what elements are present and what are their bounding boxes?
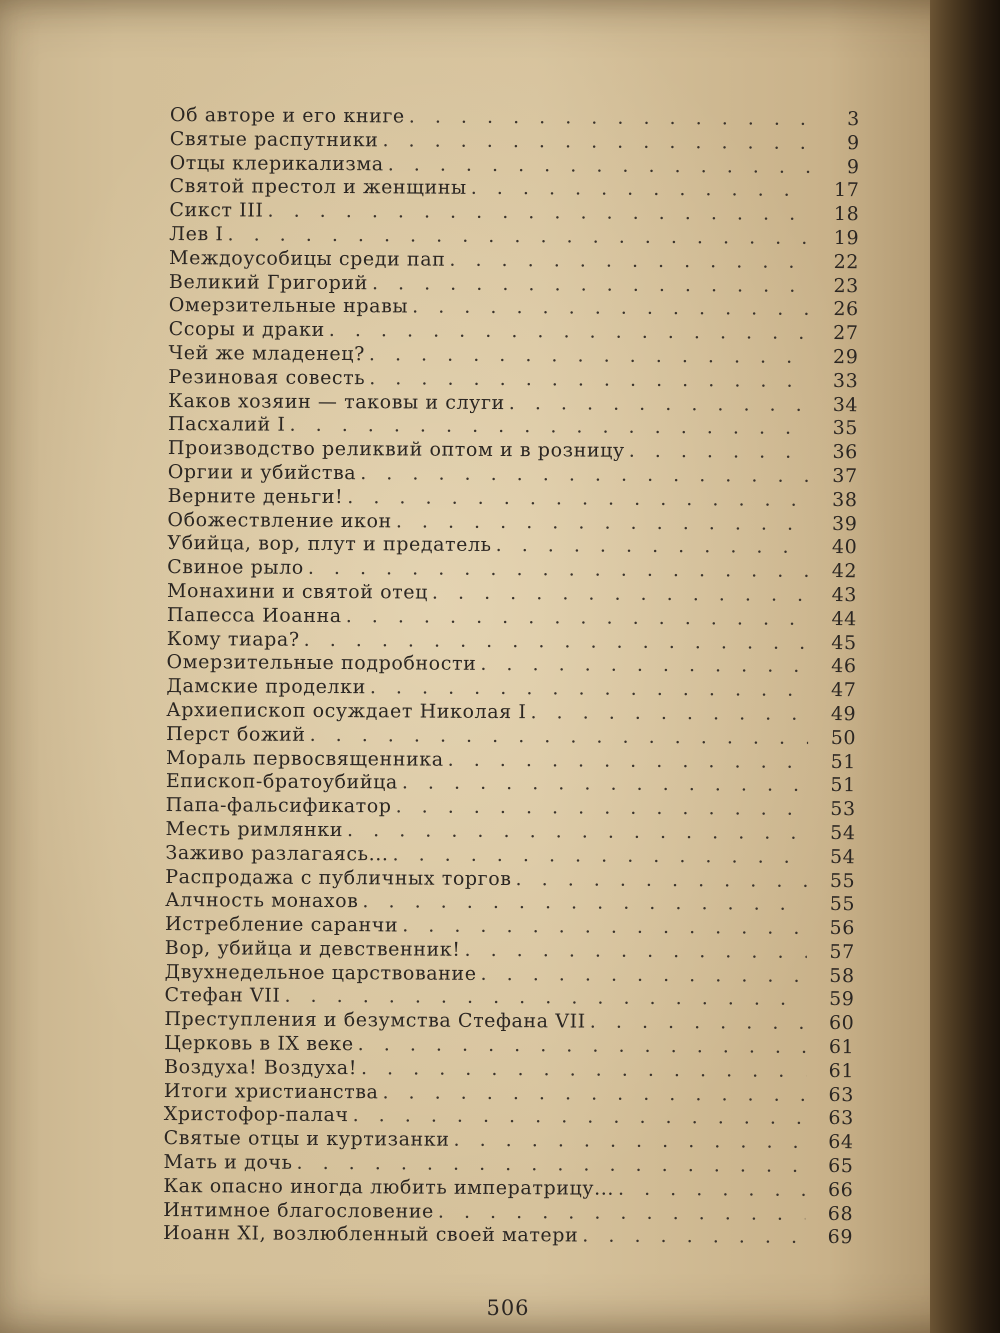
dot-leader [310, 724, 809, 751]
toc-entry-title: Святой престол и женщины [169, 175, 467, 200]
dot-leader [227, 223, 811, 250]
dot-leader [308, 557, 809, 584]
dot-leader [629, 440, 810, 465]
dot-leader [464, 939, 806, 965]
toc-entry-title: Отцы клерикализма [169, 151, 384, 175]
toc-entry-title: Папа-фальсификатор [165, 794, 392, 818]
dot-leader [304, 628, 809, 655]
toc-entry-title: Кому тиара? [166, 627, 300, 651]
toc-entry-page: 58 [829, 964, 855, 987]
toc-entry-title: Как опасно иногда любить императрицу... [163, 1174, 615, 1200]
dot-leader [296, 1152, 805, 1179]
dot-leader [347, 486, 809, 513]
dot-leader [372, 272, 811, 298]
toc-entry-page: 45 [831, 631, 857, 654]
toc-entry-page: 63 [828, 1083, 855, 1106]
toc-entry [163, 1222, 853, 1250]
toc-entry-page: 46 [831, 655, 857, 678]
toc-entry-page: 69 [827, 1226, 854, 1249]
toc-entry-title: Святые распутники [169, 127, 379, 152]
toc-entry-page: 17 [834, 179, 860, 202]
dot-leader [402, 772, 808, 798]
toc-entry-title: Папесса Иоанна [166, 603, 342, 627]
dot-leader [369, 367, 810, 393]
toc-entry-title: Архиепископ осуждает Николая I [166, 698, 527, 724]
toc-entry-title: Преступления и безумства Стефана VII [164, 1008, 586, 1033]
toc-entry-page: 53 [830, 798, 856, 821]
toc-entry-page: 47 [830, 679, 857, 702]
dot-leader [409, 105, 812, 131]
dot-leader [453, 1129, 805, 1155]
toc-entry-page: 66 [827, 1178, 854, 1202]
toc-entry-title: Месть римлянки [165, 817, 344, 841]
toc-entry-page: 55 [829, 869, 856, 892]
dot-leader [353, 1105, 806, 1132]
toc-entry-page: 61 [828, 1059, 855, 1083]
dot-leader [530, 701, 808, 726]
book-edge [930, 0, 1000, 1333]
dot-leader [396, 510, 810, 536]
dot-leader [515, 868, 807, 894]
toc-entry-title: Церковь в IX веке [164, 1032, 354, 1056]
toc-entry-title: Ссоры и драки [168, 318, 325, 342]
toc-entry-page: 9 [846, 155, 860, 178]
dot-leader [388, 153, 812, 179]
dot-leader [471, 177, 812, 203]
dot-leader [284, 985, 806, 1012]
toc-entry-page: 60 [828, 1012, 855, 1035]
toc-entry-page: 57 [829, 940, 855, 964]
toc-entry-title: Распродажа с публичных торгов [165, 865, 512, 890]
dot-leader [582, 1225, 805, 1250]
toc-entry-page: 19 [833, 227, 860, 250]
dot-leader [496, 534, 810, 560]
toc-entry-page: 54 [830, 821, 856, 845]
toc-entry-title: Стефан VII [164, 984, 281, 1008]
dot-leader [448, 748, 808, 774]
toc-entry-page: 63 [828, 1107, 854, 1130]
toc-entry-page: 22 [833, 250, 860, 273]
toc-entry-title: Святые отцы и куртизанки [163, 1127, 450, 1151]
toc-entry-page: 37 [832, 465, 858, 488]
toc-entry-title: Монахини и святой отец [166, 579, 429, 604]
toc-entry-title: Итоги христианства [163, 1079, 379, 1103]
dot-leader [370, 676, 809, 702]
dot-leader [590, 1011, 807, 1036]
dot-leader [438, 1200, 805, 1226]
toc-entry-title: Вор, убийца и девственник! [164, 936, 461, 961]
toc-entry-page: 50 [830, 726, 857, 749]
dot-leader [481, 963, 807, 989]
toc-entry-title: Свиное рыло [167, 556, 304, 579]
toc-entry-page: 65 [828, 1155, 854, 1178]
toc-entry-page: 26 [833, 298, 859, 321]
toc-entry-page: 36 [832, 441, 858, 464]
toc-entry-title: Об авторе и его книге [169, 104, 405, 128]
toc-entry-page: 39 [831, 512, 858, 535]
table-of-contents [163, 104, 860, 1250]
page-number: 506 [486, 1296, 530, 1320]
dot-leader [382, 1081, 806, 1107]
toc-entry-page: 9 [847, 131, 860, 155]
toc-entry-title: Воздуха! Воздуха! [164, 1055, 358, 1080]
toc-entry-page: 51 [830, 750, 857, 773]
dot-leader [362, 890, 807, 917]
dot-leader [347, 819, 808, 846]
toc-entry-title: Омерзительные нравы [168, 294, 409, 318]
toc-entry-title: Интимное благословение [163, 1198, 434, 1223]
dot-leader [480, 653, 808, 679]
toc-entry-title: Мораль первосвященника [165, 746, 444, 771]
dot-leader [402, 915, 807, 941]
toc-entry-title: Великий Григорий [168, 270, 369, 294]
toc-entry-page: 18 [833, 203, 860, 226]
toc-entry-page: 23 [833, 274, 859, 297]
toc-entry-page: 55 [829, 893, 856, 916]
toc-entry-title: Лев I [169, 222, 224, 246]
toc-entry-page: 40 [831, 536, 858, 559]
toc-entry-page: 27 [833, 322, 859, 345]
toc-entry-page: 33 [832, 369, 859, 392]
toc-entry-title: Омерзительные подробности [166, 651, 477, 676]
toc-entry-title: Чей же младенец? [168, 341, 365, 366]
dot-leader [618, 1178, 805, 1203]
toc-entry-title: Убийца, вор, плут и предатель [167, 532, 492, 557]
toc-entry-title: Истребление саранчи [164, 913, 399, 937]
toc-entry-title: Перст божий [166, 722, 306, 746]
toc-entry-title: Каков хозяин — таковы и слуги [168, 389, 505, 414]
dot-leader [412, 296, 811, 322]
toc-entry-title: Пасхалий I [167, 413, 286, 437]
toc-entry-page: 44 [831, 607, 857, 630]
toc-entry-title: Двухнедельное царствование [164, 960, 477, 985]
toc-entry-page: 38 [832, 488, 858, 511]
toc-entry-title: Алчность монахов [165, 889, 359, 913]
toc-entry-title: Иоанн XI, возлюбленный своей матери [163, 1222, 579, 1247]
toc-entry-page: 59 [829, 988, 855, 1011]
toc-entry-title: Заживо разлагаясь... [165, 841, 389, 866]
dot-leader [358, 1033, 807, 1060]
dot-leader [289, 414, 810, 441]
toc-entry-title: Сикст III [169, 199, 264, 222]
dot-leader [382, 129, 811, 155]
toc-entry-page: 49 [830, 702, 857, 726]
dot-leader [449, 248, 811, 274]
dot-leader [329, 319, 811, 346]
toc-entry-page: 68 [827, 1202, 854, 1225]
dot-leader [267, 200, 811, 227]
dot-leader [360, 462, 810, 489]
toc-entry-title: Производство реликвий оптом и в розницу [167, 437, 625, 462]
toc-entry-title: Христофор-палач [163, 1103, 349, 1127]
dot-leader [346, 605, 809, 632]
dot-leader [392, 843, 807, 869]
toc-entry-title: Резиновая совесть [168, 365, 366, 389]
toc-entry-page: 29 [833, 346, 859, 369]
toc-entry-page: 34 [832, 393, 859, 416]
toc-entry-page: 51 [830, 774, 856, 797]
dot-leader [432, 582, 809, 608]
toc-entry-title: Дамские проделки [166, 675, 366, 699]
toc-entry-page: 56 [829, 917, 856, 940]
toc-entry-page: 42 [831, 560, 858, 583]
toc-entry-title: Епископ-братоубийца [165, 770, 398, 794]
toc-entry-title: Верните деньги! [167, 484, 344, 508]
dot-leader [509, 392, 811, 418]
toc-entry-page: 3 [847, 108, 860, 131]
dot-leader [369, 343, 811, 369]
toc-entry-title: Междоусобицы среди пап [168, 246, 446, 271]
toc-entry-title: Обожествление икон [167, 508, 392, 532]
toc-entry-page: 35 [832, 417, 859, 440]
toc-entry-page: 64 [828, 1131, 854, 1154]
toc-entry-page: 54 [829, 845, 856, 868]
toc-entry-title: Мать и дочь [163, 1151, 293, 1174]
toc-entry-page: 43 [831, 583, 858, 607]
dot-leader [396, 796, 808, 822]
dot-leader [361, 1057, 806, 1084]
toc-entry-page: 61 [828, 1036, 855, 1059]
toc-entry-title: Оргии и убийства [167, 460, 357, 485]
